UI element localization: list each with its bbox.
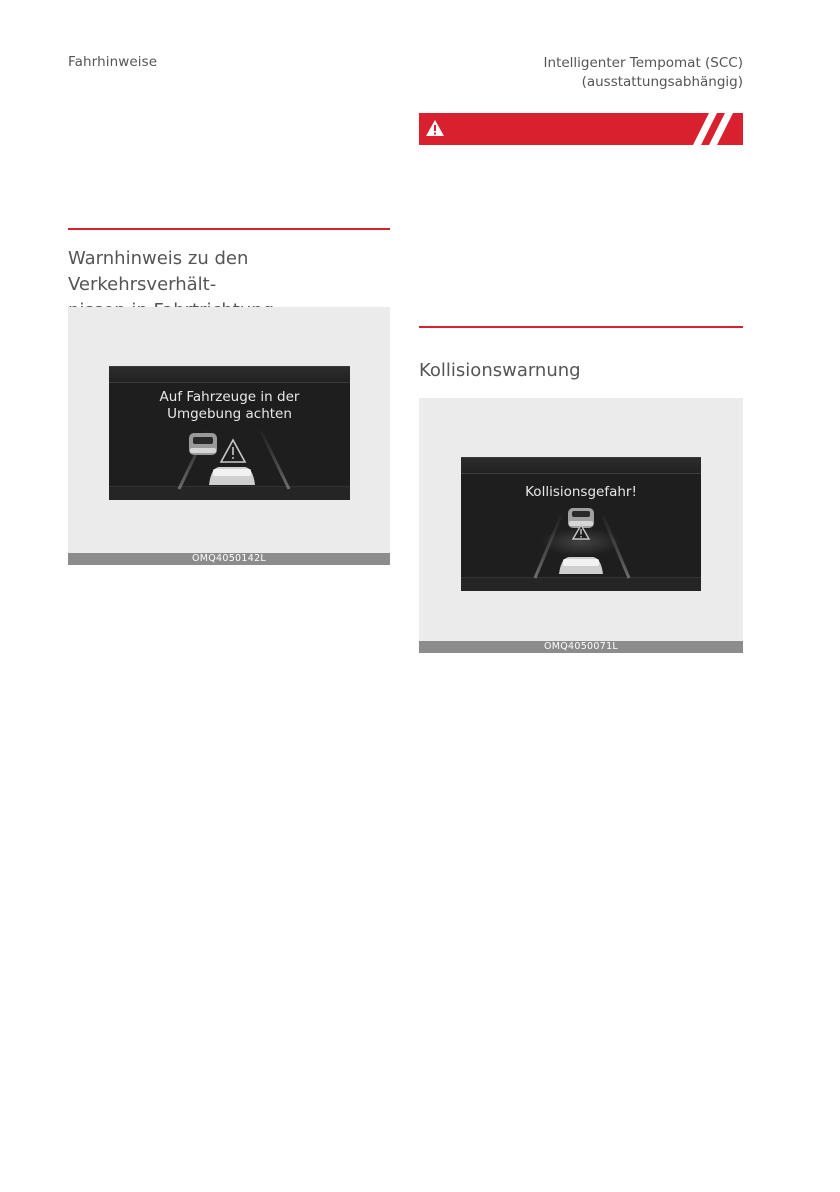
display-message-traffic <box>109 389 350 423</box>
display-message-traffic-line2: Umgebung achten <box>167 406 292 422</box>
warning-stripes-icon <box>683 113 743 145</box>
running-header-left: Fahrhinweise <box>68 54 158 70</box>
section-title-traffic-line1: Warnhinweis zu den Verkehrsverhält- <box>68 248 249 295</box>
section-rule-right <box>419 326 743 328</box>
own-vehicle-icon <box>559 557 603 574</box>
cluster-display-collision <box>461 457 701 591</box>
road-scene-collision <box>461 458 701 592</box>
figure-collision-warning <box>419 398 743 653</box>
display-message-collision: Kollisionsgefahr! <box>525 484 637 500</box>
side-vehicle-icon <box>189 433 217 455</box>
cluster-display-traffic <box>109 366 350 500</box>
warning-banner <box>419 113 743 145</box>
figure-caption-collision: OMQ4050071L <box>419 641 743 653</box>
warning-triangle-icon <box>221 440 245 462</box>
display-message-traffic-line1: Auf Fahrzeuge in der <box>159 389 300 405</box>
figure-traffic-warning <box>68 307 390 565</box>
road-scene-traffic <box>109 367 350 501</box>
section-title-collision: Kollisionswarnung <box>419 360 581 381</box>
running-header-right: Intelligenter Tempomat (SCC) (ausstattungsabhängig) <box>543 55 743 90</box>
own-vehicle-icon <box>209 467 255 485</box>
figure-caption-traffic: OMQ4050142L <box>68 553 390 565</box>
warning-triangle-icon <box>425 119 445 137</box>
section-rule-left <box>68 228 390 230</box>
